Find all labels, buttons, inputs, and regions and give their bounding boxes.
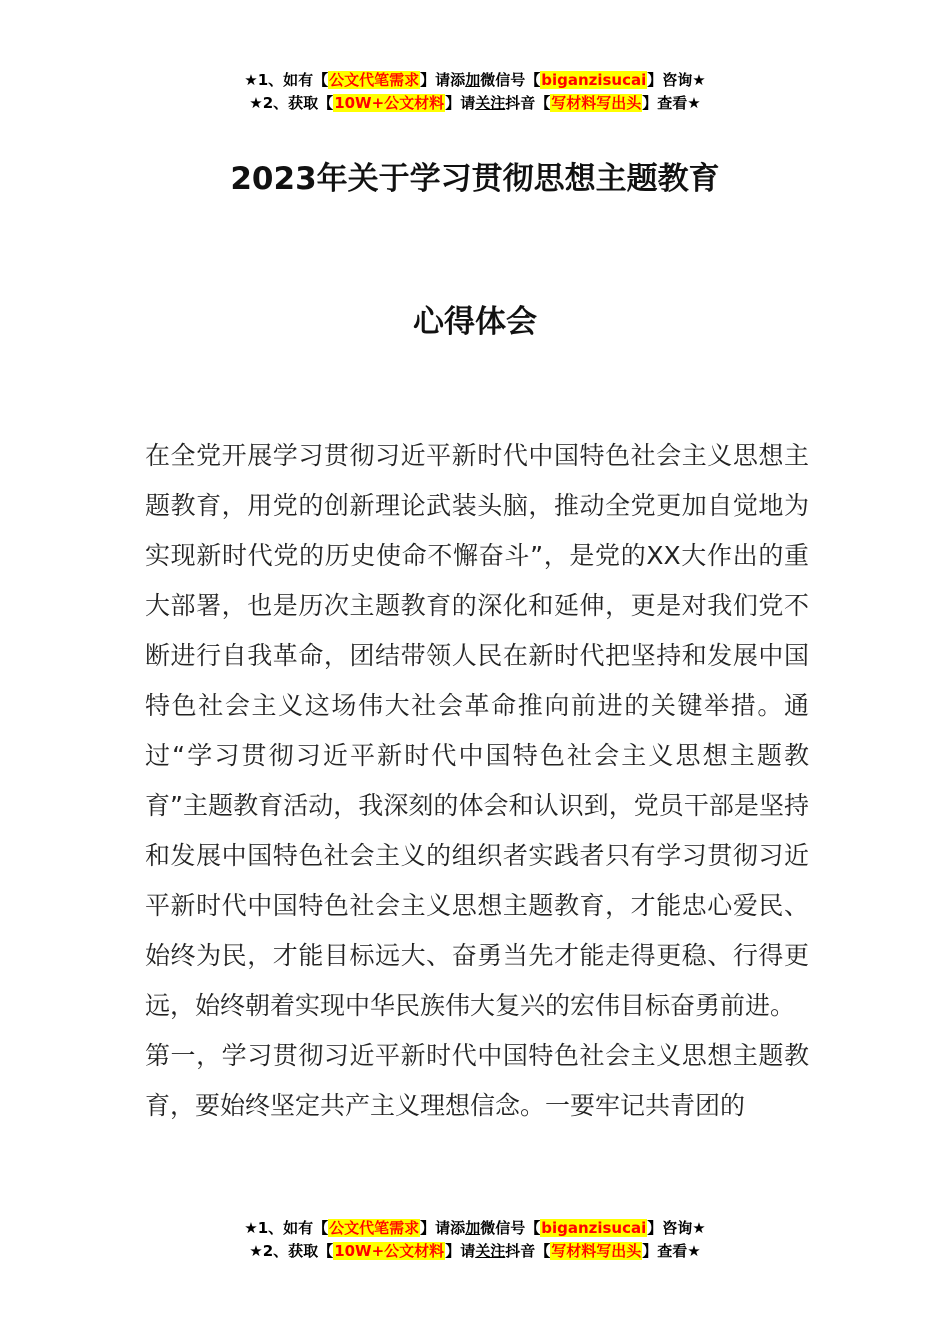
promo-highlight-wechat: biganzisucai xyxy=(541,1219,647,1237)
document-body xyxy=(145,431,809,1131)
promo-highlight-douyin: 写材料写出头 xyxy=(551,1242,642,1260)
promo-highlight-materials: 10W+公文材料 xyxy=(334,94,445,112)
promo-banner-bottom xyxy=(0,1217,950,1263)
promo-banner-top xyxy=(0,69,950,115)
promo-line-1: ★1、如有【公文代笔需求】请添加微信号【biganzisucai】咨询★ xyxy=(244,71,706,89)
document-title-line-2: 心得体会 xyxy=(413,304,537,340)
promo-highlight-douyin: 写材料写出头 xyxy=(551,94,642,112)
promo-line-1: ★1、如有【公文代笔需求】请添加微信号【biganzisucai】咨询★ xyxy=(244,1219,706,1237)
promo-highlight-materials: 10W+公文材料 xyxy=(334,1242,445,1260)
promo-line-2: ★2、获取【10W+公文材料】请关注抖音【写材料写出头】查看★ xyxy=(249,94,701,112)
promo-highlight-service: 公文代笔需求 xyxy=(329,1219,420,1237)
body-paragraph-1: 在全党开展学习贯彻习近平新时代中国特色社会主义思想主题教育，用党的创新理论武装头脑，推动全党更加自觉地为实现新时代党的历史使命不懈奋斗”，是党的XX大作出的重大部署，也是历次主题教育的深化和延伸，更是对我们党不断进行自我革命，团结带领人民在新时代把坚持和发展中国特色社会主义这场伟大社会革命推向前进的关键举措。通过“学习贯彻习近平新时代中国特色社会主义思想主题教育”主题教育活动，我深刻的体会和认识到，党员干部是坚持和发展中国特色社会主义的组织者实践者只有学习贯彻习近平新时代中国特色社会主义思想主题教育，才能忠心爱民、始终为民，才能目标远大、奋勇当先才能走得更稳、行得更远，始终朝着实现中华民族伟大复兴的宏伟目标奋勇前进。 xyxy=(145,441,809,1020)
promo-highlight-wechat: biganzisucai xyxy=(541,71,647,89)
promo-line-2: ★2、获取【10W+公文材料】请关注抖音【写材料写出头】查看★ xyxy=(249,1242,701,1260)
body-paragraph-2: 第一，学习贯彻习近平新时代中国特色社会主义思想主题教育，要始终坚定共产主义理想信念。一要牢记共青团的 xyxy=(145,1041,809,1120)
promo-highlight-service: 公文代笔需求 xyxy=(329,71,420,89)
document-title-line-1: 2023年关于学习贯彻思想主题教育 xyxy=(230,161,720,197)
